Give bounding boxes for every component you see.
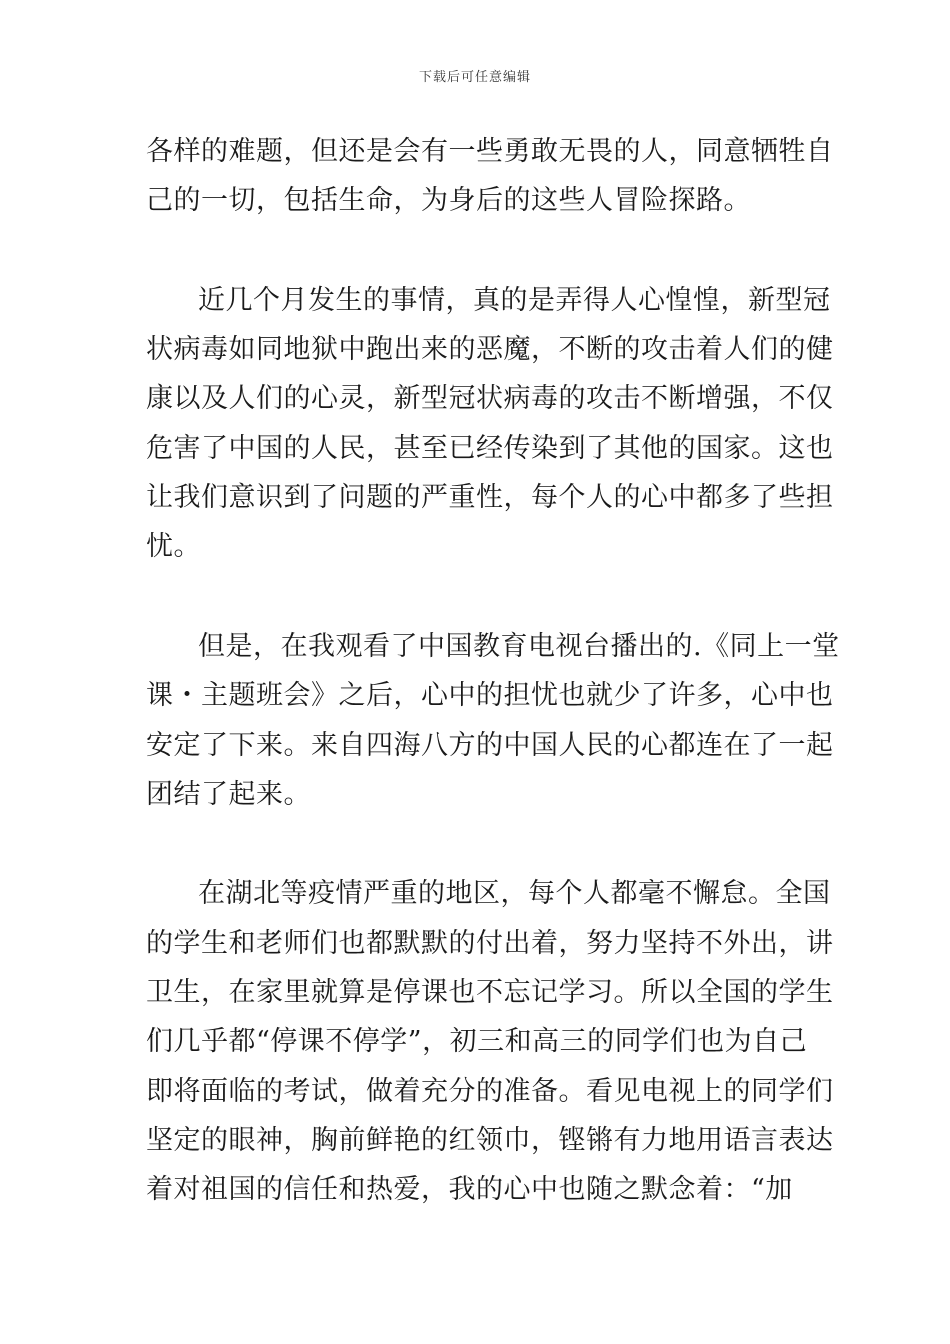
text-line: 各样的难题，但还是会有一些勇敢无畏的人，同意牺牲自 — [146, 136, 834, 167]
text-line: 忧。 — [146, 531, 201, 562]
text-line: 卫生，在家里就算是停课也不忘记学习。所以全国的学生 — [146, 977, 834, 1008]
text-line: 着对祖国的信任和热爱，我的心中也随之默念着：“加 — [146, 1174, 793, 1205]
page-header: 下载后可任意编辑 — [418, 70, 531, 85]
text-line: 团结了起来。 — [146, 779, 311, 810]
text-line: 的学生和老师们也都默默的付出着，努力坚持不外出，讲 — [146, 928, 834, 959]
text-line: 们几乎都“停课不停学”，初三和高三的同学们也为自己 — [146, 1026, 808, 1057]
text-line: 安定了下来。来自四海八方的中国人民的心都连在了一起 — [146, 730, 834, 761]
text-line: 坚定的眼神，胸前鲜艳的红领巾，铿锵有力地用语言表达 — [146, 1125, 834, 1156]
text-line: 即将面临的考试，做着充分的准备。看见电视上的同学们 — [146, 1076, 834, 1107]
text-line: 课・主题班会》之后，心中的担忧也就少了许多，心中也 — [146, 680, 834, 711]
paragraph-first-line: 在湖北等疫情严重的地区，每个人都毫不懈怠。全国 — [198, 878, 831, 909]
paragraph-first-line: 近几个月发生的事情，真的是弄得人心惶惶，新型冠 — [198, 285, 831, 316]
text-line: 状病毒如同地狱中跑出来的恶魔，不断的攻击着人们的健 — [146, 334, 834, 365]
text-line: 让我们意识到了问题的严重性，每个人的心中都多了些担 — [146, 482, 834, 513]
paragraph-first-line: 但是，在我观看了中国教育电视台播出的.《同上一堂 — [198, 631, 840, 662]
text-line: 危害了中国的人民，甚至已经传染到了其他的国家。这也 — [146, 433, 834, 464]
text-line: 康以及人们的心灵，新型冠状病毒的攻击不断增强，不仅 — [146, 383, 834, 414]
text-line: 己的一切，包括生命，为身后的这些人冒险探路。 — [146, 185, 751, 216]
